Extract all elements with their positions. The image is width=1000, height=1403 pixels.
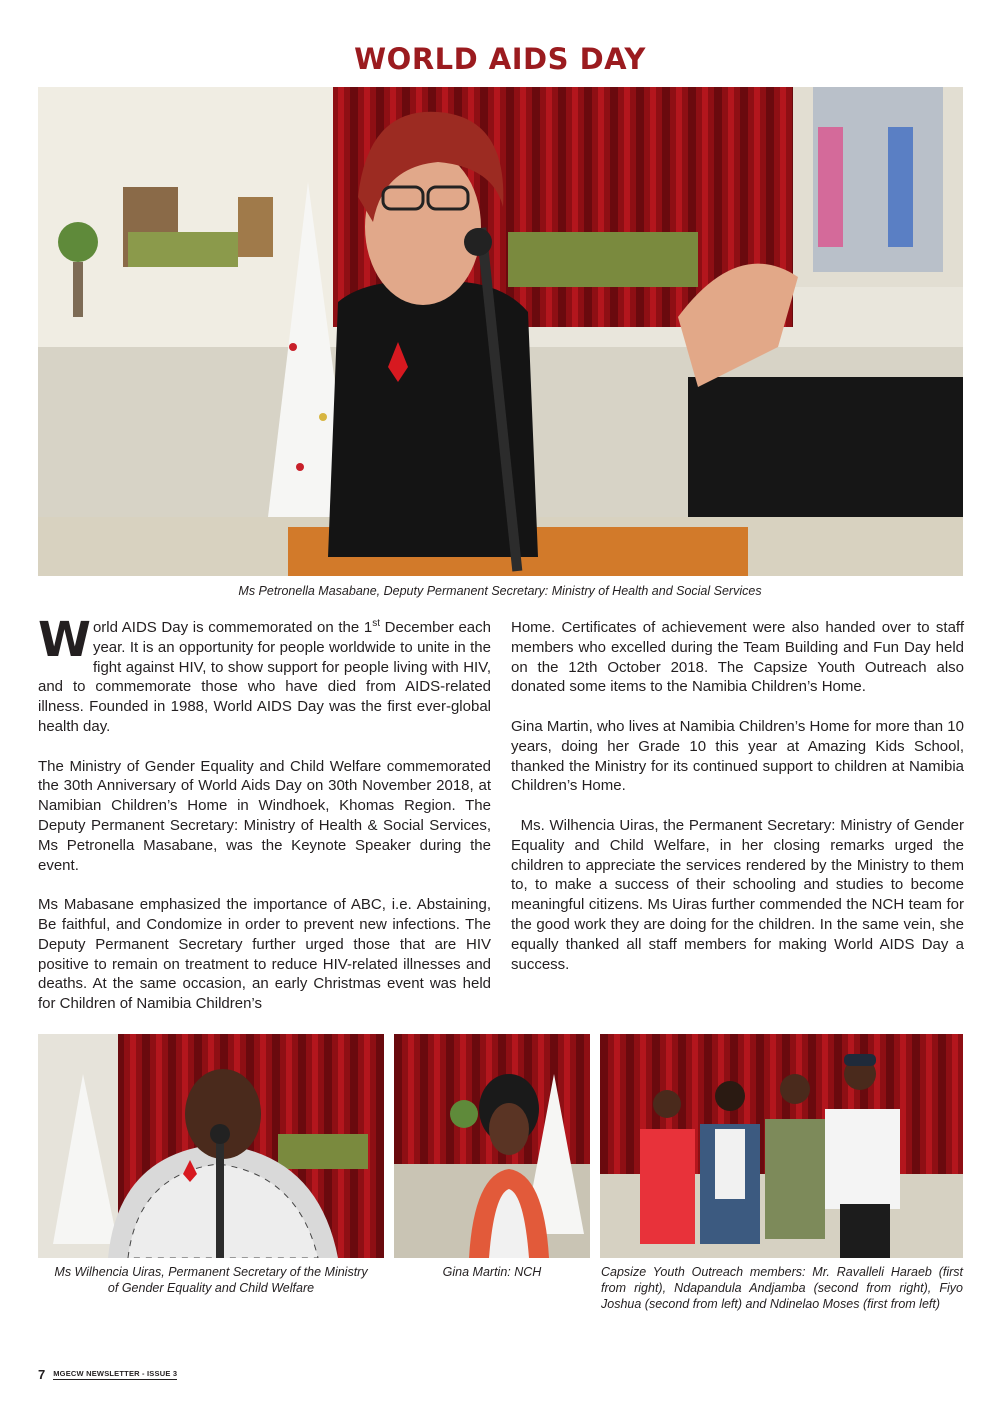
photo-capsize-youth <box>600 1034 963 1258</box>
newsletter-label: MGECW NEWSLETTER - ISSUE 3 <box>53 1369 178 1378</box>
page-footer <box>38 1367 177 1382</box>
caption-uiras: Ms Wilhencia Uiras, Permanent Secretary of the Ministry of Gender Equality and Child Welfare <box>54 1265 368 1295</box>
photo-uiras <box>38 1034 384 1258</box>
paragraph-3-tail: Home. Certificates of achievement were also handed over to staff members who excelled during the Team Building and Fun Day held on the 12th October 2018. The Capsize Youth Outreach also donated some items to the Namibia Children’s Home. <box>511 619 964 696</box>
paragraph-2: The Ministry of Gender Equality and Child Welfare commemorated the 30th Anniversary of World Aids Day on 30th November 2018, at Namibian Children’s Home in Windhoek, Khomas Region. The Deputy Permanent Secretary: Ministry of Health & Social Services, Ms Petronella Masabane, was the Keynote Speaker during the event. <box>38 757 491 874</box>
main-photo-caption: Ms Petronella Masabane, Deputy Permanent Secretary: Ministry of Health and Social Services <box>238 584 762 598</box>
photo-gina-martin <box>394 1034 590 1258</box>
caption-capsize-youth: Capsize Youth Outreach members: Mr. Ravalleli Haraeb (first from right), Ndapandula Andjamba (second from right), Fiyo Joshua (second from left) and Ndinelao Moses (first from left) <box>601 1265 963 1311</box>
article-column-left <box>38 612 491 1014</box>
page-title: WORLD AIDS DAY <box>354 42 646 76</box>
paragraph-5: Ms. Wilhencia Uiras, the Permanent Secretary: Ministry of Gender Equality and Child Welfare, in her closing remarks urged the children to appreciate the services rendered by the Ministry to them to, to make a success of their schooling and studies to become meaningful citizens. Ms Uiras further commended the NCH team for the good work they are doing for the children. In the same vein, she equally thanked all staff members for making World AIDS Day a success. <box>511 816 969 973</box>
page-number: 7 <box>38 1367 46 1382</box>
paragraph-1: World AIDS Day is commemorated on the 1st December each year. It is an opportunity for people worldwide to unite in the fight against HIV, to show support for people living with HIV, and to commemorate those who have died from AIDS-related illness. Founded in 1988, World AIDS Day was the first ever-global health day. <box>38 612 491 735</box>
paragraph-4: Gina Martin, who lives at Namibia Children’s Home for more than 10 years, doing her Grade 10 this year at Amazing Kids School, thanked the Ministry for its continued support to children at Namibia Children’s Home. <box>511 717 964 795</box>
main-photo <box>38 87 963 576</box>
dropcap: W <box>38 612 91 668</box>
caption-gina-martin: Gina Martin: NCH <box>442 1265 542 1279</box>
article-column-right <box>511 618 969 994</box>
paragraph-3: Ms Mabasane emphasized the importance of ABC, i.e. Abstaining, Be faithful, and Condomize in order to prevent new infections. The Deputy Permanent Secretary further urged those that are HIV positive to remain on treatment to reduce HIV-related illnesses and deaths. At the same occasion, an early Christmas event was held for Children of Namibia Children’s <box>38 896 491 1013</box>
